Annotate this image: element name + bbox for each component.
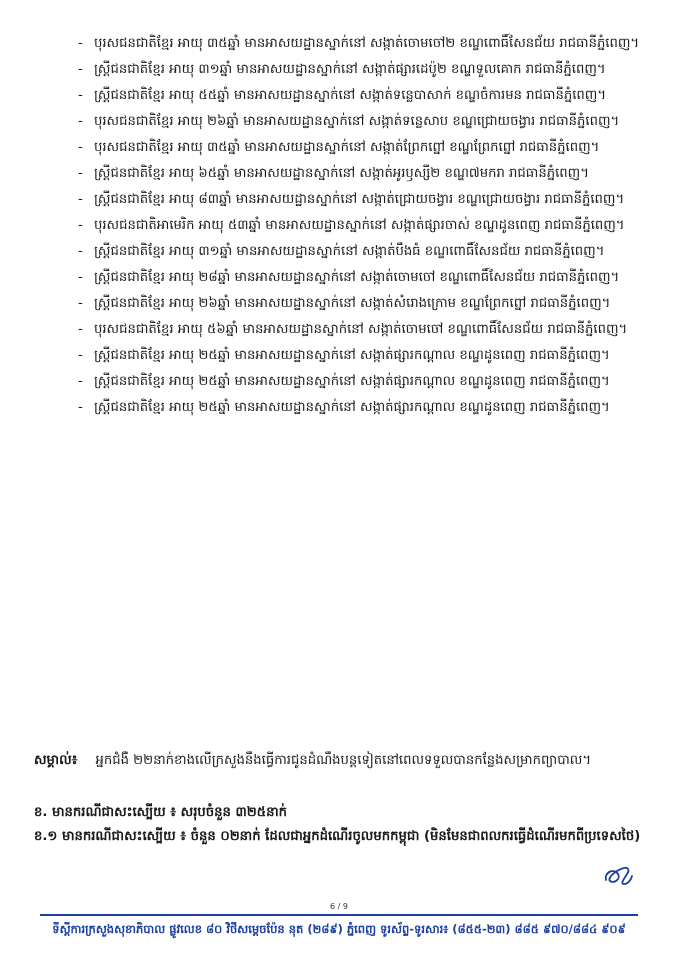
list-item: - ស្ត្រីជនជាតិខ្មែរ អាយុ ៣១ឆ្នាំ មានអាសយដ្ឋានស្នាក់នៅ សង្កាត់ផ្សារដេប៉ូ២ ខណ្ឌទួលគោក រាជធានីភ្នំពេញ។ bbox=[78, 62, 606, 77]
note-label: សម្គាល់៖ bbox=[34, 753, 78, 768]
list-item: - ស្ត្រីជនជាតិខ្មែរ អាយុ ៦៥ឆ្នាំ មានអាសយដ្ឋានស្នាក់នៅ សង្កាត់អូរឫស្សី២ ខណ្ឌ៧មករា រាជធានីភ្នំពេញ។ bbox=[78, 166, 589, 181]
list-item: - បុរសជនជាតិខ្មែរ អាយុ ៣៥ឆ្នាំ មានអាសយដ្ឋានស្នាក់នៅ សង្កាត់ព្រែកព្នៅ ខណ្ឌព្រែកព្នៅ រាជធានីភ្នំពេញ។ bbox=[78, 140, 600, 155]
section-subheading-recovered: ខ.១ មានករណីជាសះស្បើយ ៖ ចំនួន ០២នាក់ ដែលជាអ្នកដំណើរចូលមកកម្ពុជា (មិនមែនជាពលករធ្វើដំណើរមកពីប្រទេសថៃ) bbox=[34, 829, 641, 844]
list-item: - បុរសជនជាតិខ្មែរ អាយុ ៣៥ឆ្នាំ មានអាសយដ្ឋានស្នាក់នៅ សង្កាត់ចោមចៅ២ ខណ្ឌពោធិ៍សែនជ័យ រាជធានីភ្នំពេញ។ bbox=[78, 36, 640, 51]
list-item: - ស្ត្រីជនជាតិខ្មែរ អាយុ ២៥ឆ្នាំ មានអាសយដ្ឋានស្នាក់នៅ សង្កាត់ផ្សារកណ្ដាល ខណ្ឌដូនពេញ រាជធានីភ្នំពេញ។ bbox=[78, 400, 610, 415]
page-number: 6 / 9 bbox=[330, 902, 348, 911]
list-item: - ស្ត្រីជនជាតិខ្មែរ អាយុ ៥៥ឆ្នាំ មានអាសយដ្ឋានស្នាក់នៅ សង្កាត់ទន្លេបាសាក់ ខណ្ឌចំការមន រាជធានីភ្នំពេញ។ bbox=[78, 88, 607, 103]
case-list bbox=[78, 34, 644, 424]
signature-mark bbox=[600, 862, 634, 890]
section-heading-recovered: ខ. មានករណីជាសះស្បើយ ៖ សរុបចំនួន ៣២៥នាក់ bbox=[34, 805, 287, 820]
list-item: - ស្ត្រីជនជាតិខ្មែរ អាយុ ២៦ឆ្នាំ មានអាសយដ្ឋានស្នាក់នៅ សង្កាត់សំរោងក្រោម ខណ្ឌព្រែកព្នៅ រាជធានីភ្នំពេញ។ bbox=[78, 296, 611, 311]
list-item: - បុរសជនជាតិខ្មែរ អាយុ ៥៦ឆ្នាំ មានអាសយដ្ឋានស្នាក់នៅ សង្កាត់ចោមចៅ ខណ្ឌពោធិ៍សែនជ័យ រាជធានីភ្នំពេញ។ bbox=[78, 322, 628, 337]
list-item: - ស្ត្រីជនជាតិខ្មែរ អាយុ ២៨ឆ្នាំ មានអាសយដ្ឋានស្នាក់នៅ សង្កាត់ចោមចៅ ខណ្ឌពោធិ៍សែនជ័យ រាជធានីភ្នំពេញ។ bbox=[78, 270, 620, 285]
list-item: - ស្ត្រីជនជាតិខ្មែរ អាយុ ២៥ឆ្នាំ មានអាសយដ្ឋានស្នាក់នៅ សង្កាត់ផ្សារកណ្ដាល ខណ្ឌដូនពេញ រាជធានីភ្នំពេញ។ bbox=[78, 348, 610, 363]
list-item: - បុរសជនជាតិខ្មែរ អាយុ ២៦ឆ្នាំ មានអាសយដ្ឋានស្នាក់នៅ សង្កាត់ទន្លេសាប ខណ្ឌជ្រោយចង្វារ រាជធានីភ្នំពេញ។ bbox=[78, 114, 620, 129]
footer-address: ទីស្តីការក្រសួងសុខាភិបាល ផ្លូវលេខ ៨០ វិថីសម្ដេចប៉ែន នុត (២៨៩) ភ្នំពេញ ទូរស័ព្ទ-ទូរសារ៖ (៨៥៥-២៣) ៨៨៥ ៩៧០/៨៨៤ ៩០៩ bbox=[52, 922, 626, 936]
note-text: អ្នកជំងឺ ២២នាក់ខាងលើក្រសួងនឹងធ្វើការជូនដំណឹងបន្តទៀតនៅពេលទទួលបានកន្លែងសម្រាកព្យាបាល។ bbox=[95, 753, 592, 768]
list-item: - ស្ត្រីជនជាតិខ្មែរ អាយុ ២៥ឆ្នាំ មានអាសយដ្ឋានស្នាក់នៅ សង្កាត់ផ្សារកណ្ដាល ខណ្ឌដូនពេញ រាជធានីភ្នំពេញ។ bbox=[78, 374, 610, 389]
list-item: - ស្ត្រីជនជាតិខ្មែរ អាយុ ៣១ឆ្នាំ មានអាសយដ្ឋានស្នាក់នៅ សង្កាត់បឹងធំ ខណ្ឌពោធិ៍សែនជ័យ រាជធានីភ្នំពេញ។ bbox=[78, 244, 605, 259]
list-item: - បុរសជនជាតិអាមេរិក អាយុ ៥៣ឆ្នាំ មានអាសយដ្ឋានស្នាក់នៅ សង្កាត់ផ្សារចាស់ ខណ្ឌដូនពេញ រាជធានីភ្នំពេញ។ bbox=[78, 218, 625, 233]
note-paragraph bbox=[34, 750, 644, 771]
footer-divider bbox=[40, 914, 638, 916]
list-item: - ស្ត្រីជនជាតិខ្មែរ អាយុ ៨៣ឆ្នាំ មានអាសយដ្ឋានស្នាក់នៅ សង្កាត់ជ្រោយចង្វារ ខណ្ឌជ្រោយចង្វារ រាជធានីភ្នំពេញ។ bbox=[78, 192, 625, 207]
